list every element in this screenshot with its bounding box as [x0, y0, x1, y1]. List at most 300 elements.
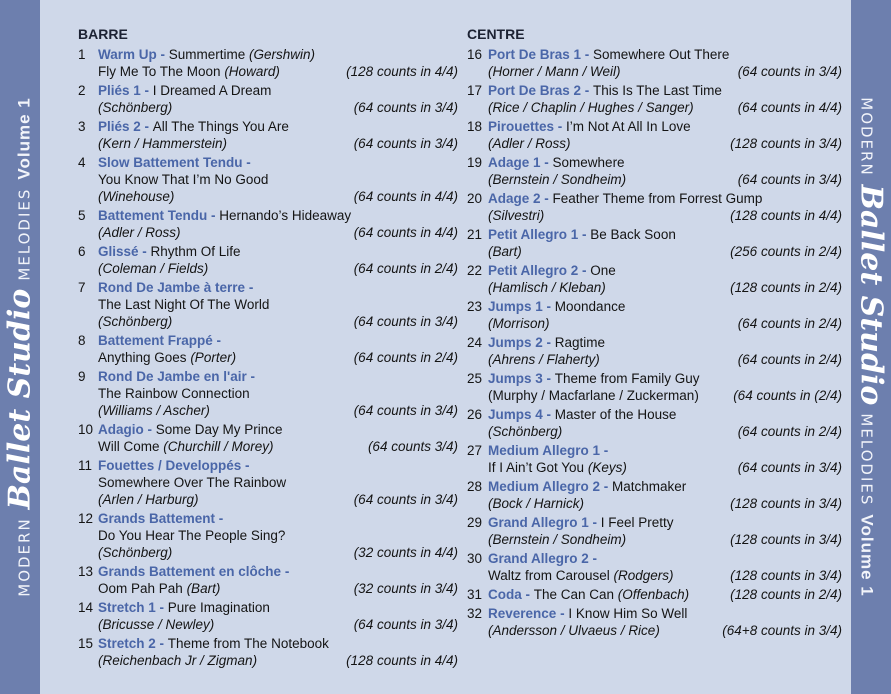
- track-body: [98, 421, 458, 455]
- track-body: [98, 599, 458, 633]
- track-line: [98, 385, 458, 402]
- track-body: [488, 118, 842, 152]
- spine-title: [3, 97, 38, 596]
- track-line-text: [488, 99, 694, 116]
- spine-modern: MODERN: [15, 517, 34, 597]
- count-info: (64+8 counts in 3/4): [722, 623, 842, 638]
- track-line: [488, 171, 842, 188]
- separator: -: [600, 479, 613, 494]
- section-title-barre: BARRE: [78, 26, 128, 42]
- separator: -: [215, 511, 224, 526]
- track-body: [98, 368, 458, 419]
- track-line-text: [98, 99, 172, 116]
- dance-step: Jumps 4: [488, 407, 543, 422]
- separator: -: [542, 335, 555, 350]
- track-entry: [467, 406, 842, 440]
- track-line: [98, 46, 458, 63]
- song-title: Somewhere Out There: [593, 47, 730, 62]
- track-line: [98, 580, 458, 597]
- separator: -: [212, 333, 222, 348]
- separator: -: [542, 371, 555, 386]
- track-number: 5: [78, 208, 86, 223]
- dance-step: Battement Tendu: [98, 208, 208, 223]
- dance-step: Grand Allegro 2: [488, 551, 589, 566]
- count-info: (128 counts in 4/4): [730, 208, 842, 223]
- track-line-text: [488, 298, 625, 315]
- track-entry: [78, 46, 458, 80]
- track-number: 21: [467, 227, 483, 242]
- track-line: [488, 82, 842, 99]
- song-title: Theme from Family Guy: [554, 371, 700, 386]
- track-body: [98, 46, 458, 80]
- song-title: I Feel Pretty: [600, 515, 674, 530]
- composer: (Bart): [186, 581, 221, 596]
- track-line: [98, 491, 458, 508]
- song-title: Waltz from Carousel: [488, 568, 614, 583]
- count-info: (64 counts in 2/4): [353, 261, 458, 276]
- track-line: [98, 296, 458, 313]
- track-number: 19: [467, 155, 483, 170]
- composer: (Bernstein / Sondheim): [488, 172, 627, 187]
- track-line-text: [98, 260, 208, 277]
- track-body: [488, 262, 842, 296]
- composer: (Keys): [587, 460, 627, 475]
- track-body: [488, 190, 842, 224]
- track-number: 14: [78, 600, 94, 615]
- track-body: [488, 226, 842, 260]
- separator: -: [578, 227, 591, 242]
- track-body: [488, 514, 842, 548]
- track-body: [488, 442, 842, 476]
- track-line: [488, 298, 842, 315]
- count-info: (64 counts in 2/4): [737, 316, 842, 331]
- count-info: (64 counts in 3/4): [353, 100, 458, 115]
- track-line: [488, 387, 842, 404]
- song-title: One: [590, 263, 616, 278]
- separator: -: [581, 47, 594, 62]
- track-line: [488, 442, 842, 459]
- track-line-text: [488, 82, 722, 99]
- song-title: Somewhere Over The Rainbow: [98, 475, 287, 490]
- count-info: (128 counts in 3/4): [730, 532, 842, 547]
- track-number: 1: [78, 47, 86, 62]
- track-body: [488, 370, 842, 404]
- left-spine: [0, 0, 40, 694]
- track-number: 26: [467, 407, 483, 422]
- track-line-text: [488, 514, 674, 531]
- track-number: 29: [467, 515, 483, 530]
- track-number: 7: [78, 280, 86, 295]
- separator: -: [245, 280, 254, 295]
- separator: -: [588, 551, 598, 566]
- track-body: [98, 243, 458, 277]
- song-title: Do You Hear The People Sing?: [98, 528, 286, 543]
- separator: -: [246, 369, 256, 384]
- track-line: [488, 99, 842, 116]
- dance-step: Grand Allegro 1: [488, 515, 589, 530]
- track-number: 6: [78, 244, 86, 259]
- track-number: 2: [78, 83, 86, 98]
- separator: -: [155, 636, 168, 651]
- track-line-text: [98, 635, 329, 652]
- song-title: Rhythm Of Life: [150, 244, 241, 259]
- track-line: [98, 188, 458, 205]
- count-info: (128 counts in 3/4): [730, 568, 842, 583]
- section-title-centre: CENTRE: [467, 26, 525, 42]
- track-body: [98, 207, 458, 241]
- song-title: If I Ain’t Got You: [488, 460, 588, 475]
- dance-step: Pliés 1: [98, 83, 141, 98]
- track-body: [488, 406, 842, 440]
- track-line: [98, 421, 458, 438]
- track-line-text: [98, 544, 172, 561]
- composer: (Rice / Chaplin / Hughes / Sanger): [488, 100, 694, 115]
- dance-step: Fouettes / Developpés: [98, 458, 242, 473]
- track-line: [98, 313, 458, 330]
- track-line-text: [98, 457, 250, 474]
- track-entry: [78, 457, 458, 508]
- track-entry: [467, 226, 842, 260]
- track-line: [98, 527, 458, 544]
- track-line-text: [98, 46, 315, 63]
- track-body: [98, 635, 458, 669]
- composer: (Schönberg): [98, 314, 173, 329]
- track-line: [98, 82, 458, 99]
- track-line-text: [98, 207, 351, 224]
- composer: (Adler / Ross): [488, 136, 571, 151]
- track-line: [98, 510, 458, 527]
- separator: -: [521, 587, 534, 602]
- composer: (Rodgers): [613, 568, 674, 583]
- track-line: [488, 531, 842, 548]
- track-body: [98, 154, 458, 205]
- track-line-text: [98, 368, 255, 385]
- count-info: (128 counts in 3/4): [730, 136, 842, 151]
- track-entry: [78, 82, 458, 116]
- track-number: 10: [78, 422, 94, 437]
- track-line: [488, 622, 842, 639]
- track-line-text: [98, 402, 210, 419]
- count-info: (64 counts in 2/4): [737, 424, 842, 439]
- track-body: [98, 457, 458, 508]
- song-title: I’m Not At All In Love: [566, 119, 691, 134]
- track-line-text: [488, 279, 606, 296]
- right-spine: [851, 0, 891, 694]
- track-line-text: [488, 459, 627, 476]
- track-line-text: [488, 495, 584, 512]
- track-line-text: [488, 118, 691, 135]
- track-body: [98, 563, 458, 597]
- track-entry: [78, 421, 458, 455]
- track-line-text: [488, 315, 550, 332]
- track-line-text: [98, 510, 223, 527]
- track-line-text: [488, 406, 676, 423]
- track-line-text: [488, 190, 762, 207]
- composer: (Schönberg): [488, 424, 563, 439]
- song-title: Ragtime: [554, 335, 606, 350]
- track-line: [488, 315, 842, 332]
- track-line: [488, 550, 842, 567]
- track-entry: [467, 46, 842, 80]
- centre-column: [467, 26, 842, 641]
- track-line-text: [488, 63, 621, 80]
- dance-step: Stretch 1: [98, 600, 156, 615]
- dance-step: Port De Bras 2: [488, 83, 582, 98]
- dance-step: Grands Battement en clôche: [98, 564, 282, 579]
- dance-step: Jumps 3: [488, 371, 543, 386]
- track-line-text: [488, 478, 686, 495]
- barre-track-list: [78, 46, 458, 669]
- track-line: [98, 118, 458, 135]
- track-line: [488, 514, 842, 531]
- track-number: 17: [467, 83, 483, 98]
- track-line-text: [488, 135, 571, 152]
- track-line: [488, 423, 842, 440]
- song-title: This Is The Last Time: [593, 83, 722, 98]
- track-line-text: [98, 599, 270, 616]
- composer: (Bock / Harnick): [488, 496, 585, 511]
- track-number: 15: [78, 636, 94, 651]
- track-line-text: [488, 171, 626, 188]
- spine-modern: MODERN: [857, 97, 876, 177]
- track-body: [98, 279, 458, 330]
- track-number: 18: [467, 119, 483, 134]
- track-number: 12: [78, 511, 94, 526]
- composer: (Horner / Mann / Weil): [488, 64, 621, 79]
- separator: -: [242, 155, 251, 170]
- dance-step: Jumps 2: [488, 335, 543, 350]
- track-number: 30: [467, 551, 483, 566]
- spine-volume: Volume 1: [857, 514, 877, 597]
- track-line: [488, 370, 842, 387]
- spine-melodies: MELODIES: [15, 187, 34, 281]
- track-line-text: [98, 349, 236, 366]
- track-line-text: [488, 226, 676, 243]
- separator: -: [140, 119, 153, 134]
- track-body: [488, 605, 842, 639]
- track-number: 8: [78, 333, 86, 348]
- track-line-text: [98, 652, 257, 669]
- track-entry: [78, 368, 458, 419]
- track-entry: [467, 82, 842, 116]
- song-title: The Can Can: [533, 587, 618, 602]
- composer: (Arlen / Harburg): [98, 492, 199, 507]
- track-line-text: [98, 474, 286, 491]
- spine-volume: Volume 1: [14, 97, 34, 180]
- separator: -: [542, 299, 555, 314]
- track-line-text: [488, 351, 600, 368]
- track-entry: [78, 154, 458, 205]
- track-line: [488, 46, 842, 63]
- count-info: (64 counts in 4/4): [353, 225, 458, 240]
- composer: (Silvestri): [488, 208, 545, 223]
- track-line: [488, 154, 842, 171]
- song-title: Some Day My Prince: [155, 422, 283, 437]
- composer: (Hamlisch / Kleban): [488, 280, 606, 295]
- track-line: [488, 478, 842, 495]
- track-line: [98, 635, 458, 652]
- composer: (Gershwin): [249, 47, 316, 62]
- track-line-text: [98, 421, 283, 438]
- composer: (Ahrens / Flaherty): [488, 352, 600, 367]
- composer: (Bricusse / Newley): [98, 617, 215, 632]
- dance-step: Port De Bras 1: [488, 47, 582, 62]
- dance-step: Jumps 1: [488, 299, 543, 314]
- dance-step: Stretch 2: [98, 636, 156, 651]
- track-line: [98, 224, 458, 241]
- separator: -: [588, 515, 601, 530]
- track-entry: [78, 563, 458, 597]
- track-entry: [78, 118, 458, 152]
- count-info: (32 counts in 4/4): [353, 545, 458, 560]
- count-info: (64 counts in 3/4): [353, 492, 458, 507]
- separator: -: [578, 263, 591, 278]
- track-line: [488, 262, 842, 279]
- separator: -: [554, 119, 567, 134]
- track-line: [98, 243, 458, 260]
- track-line-text: [488, 207, 544, 224]
- composer: (Schönberg): [98, 545, 173, 560]
- track-number: 24: [467, 335, 483, 350]
- track-entry: [467, 605, 842, 639]
- separator: -: [207, 208, 220, 223]
- dance-step: Battement Frappé: [98, 333, 213, 348]
- composer: (Schönberg): [98, 100, 173, 115]
- track-line: [98, 332, 458, 349]
- track-line-text: [488, 370, 700, 387]
- track-line: [98, 368, 458, 385]
- track-line: [98, 207, 458, 224]
- spine-melodies: MELODIES: [857, 413, 876, 507]
- track-line: [98, 438, 458, 455]
- song-title: Anything Goes: [98, 350, 191, 365]
- count-info: (64 counts in 2/4): [737, 352, 842, 367]
- composer: (Bart): [488, 244, 522, 259]
- track-entry: [467, 298, 842, 332]
- track-line-text: [98, 296, 269, 313]
- track-line-text: [488, 262, 616, 279]
- separator: -: [281, 564, 290, 579]
- track-body: [488, 46, 842, 80]
- count-info: (64 counts in 3/4): [737, 460, 842, 475]
- dance-step: Petit Allegro 1: [488, 227, 579, 242]
- song-title: Feather Theme from Forrest Gump: [552, 191, 763, 206]
- separator: -: [600, 443, 609, 458]
- composer: (Porter): [190, 350, 237, 365]
- track-line-text: [488, 154, 625, 171]
- track-line: [98, 563, 458, 580]
- track-line: [488, 118, 842, 135]
- track-line-text: [98, 332, 221, 349]
- track-entry: [78, 599, 458, 633]
- count-info: (128 counts in 2/4): [730, 587, 842, 602]
- song-title: Summertime: [168, 47, 250, 62]
- dance-step: Adagio: [98, 422, 144, 437]
- count-info: (64 counts in 3/4): [737, 64, 842, 79]
- track-body: [98, 510, 458, 561]
- separator: -: [140, 83, 153, 98]
- composer: (Coleman / Fields): [98, 261, 209, 276]
- count-info: (64 counts in 3/4): [353, 136, 458, 151]
- dance-step: Pliés 2: [98, 119, 141, 134]
- composer: (Winehouse): [98, 189, 175, 204]
- track-line-text: [98, 527, 285, 544]
- track-entry: [467, 478, 842, 512]
- track-body: [98, 82, 458, 116]
- song-title: Master of the House: [554, 407, 677, 422]
- track-line-text: [488, 46, 729, 63]
- track-entry: [467, 442, 842, 476]
- track-line-text: [488, 550, 597, 567]
- count-info: (64 counts in 3/4): [737, 172, 842, 187]
- count-info: (256 counts in 2/4): [730, 244, 842, 259]
- track-line-text: [98, 243, 241, 260]
- count-info: (64 counts in 3/4): [353, 617, 458, 632]
- composer: (Andersson / Ulvaeus / Rice): [488, 623, 660, 638]
- track-line-text: [98, 279, 253, 296]
- track-line-text: [98, 313, 172, 330]
- track-line: [98, 544, 458, 561]
- barre-column: [78, 26, 458, 671]
- song-title: Fly Me To The Moon: [98, 64, 225, 79]
- separator: -: [156, 47, 169, 62]
- separator: -: [540, 155, 553, 170]
- song-title: Theme from The Notebook: [167, 636, 329, 651]
- separator: -: [138, 244, 151, 259]
- separator: -: [581, 83, 594, 98]
- separator: -: [155, 600, 168, 615]
- track-line: [488, 605, 842, 622]
- track-number: 16: [467, 47, 483, 62]
- track-line-text: [488, 605, 687, 622]
- dance-step: Rond De Jambe à terre: [98, 280, 246, 295]
- track-line: [98, 260, 458, 277]
- track-line-text: [488, 567, 674, 584]
- song-title: Matchmaker: [612, 479, 687, 494]
- track-line-text: [98, 171, 268, 188]
- dance-step: Grands Battement: [98, 511, 216, 526]
- track-entry: [467, 154, 842, 188]
- track-line: [488, 406, 842, 423]
- composer: (Howard): [224, 64, 280, 79]
- track-line-text: [488, 387, 699, 404]
- dance-step: Slow Battement Tendu: [98, 155, 243, 170]
- track-body: [488, 550, 842, 584]
- song-title: Oom Pah Pah: [98, 581, 187, 596]
- track-line-text: [98, 385, 250, 402]
- track-number: 4: [78, 155, 86, 170]
- dance-step: Glissé: [98, 244, 139, 259]
- track-line: [488, 334, 842, 351]
- dance-step: Warm Up: [98, 47, 157, 62]
- track-line: [488, 567, 842, 584]
- track-number: 9: [78, 369, 86, 384]
- track-line: [488, 279, 842, 296]
- separator: -: [241, 458, 250, 473]
- dance-step: Coda: [488, 587, 522, 602]
- dance-step: Pirouettes: [488, 119, 555, 134]
- song-title: Will Come: [98, 439, 164, 454]
- composer: (Williams / Ascher): [98, 403, 210, 418]
- track-line: [98, 99, 458, 116]
- count-info: (64 counts in 2/4): [353, 350, 458, 365]
- count-info: (64 counts 3/4): [367, 439, 458, 454]
- track-line-text: [98, 63, 280, 80]
- track-line: [488, 226, 842, 243]
- track-entry: [467, 334, 842, 368]
- count-info: (64 counts in (2/4): [733, 388, 842, 403]
- count-info: (64 counts in 3/4): [353, 403, 458, 418]
